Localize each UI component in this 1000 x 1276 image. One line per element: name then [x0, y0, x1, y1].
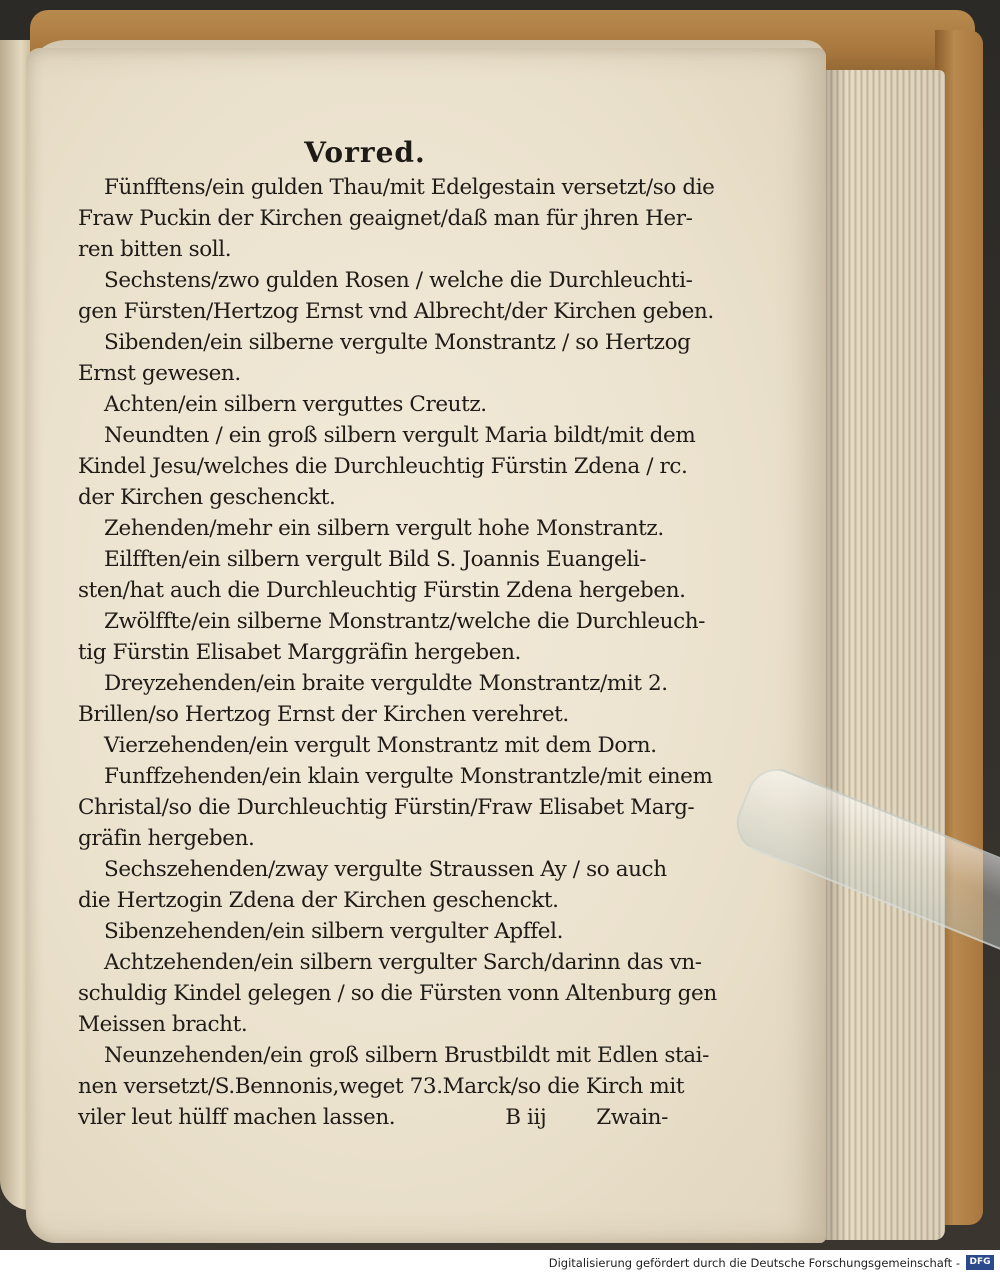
- text-line: tig Fürstin Elisabet Marggräfin hergeben.: [78, 640, 521, 665]
- signature-mark: B iij: [505, 1105, 547, 1130]
- text-line: Funffzehenden/ein klain vergulte Monstrantzle/mit einem: [104, 764, 713, 789]
- text-line: die Hertzogin Zdena der Kirchen geschenckt.: [78, 888, 559, 913]
- text-line-last: [78, 1102, 668, 1133]
- text-line: Christal/so die Durchleuchtig Fürstin/Fraw Elisabet Marg-: [78, 795, 695, 820]
- text-line: Neunzehenden/ein groß silbern Brustbildt mit Edlen stai-: [104, 1043, 710, 1068]
- text-line: Achten/ein silbern verguttes Creutz.: [104, 392, 487, 417]
- running-head: Vorred.: [304, 136, 426, 169]
- last-line-text: viler leut hülff machen lassen.: [78, 1105, 396, 1130]
- text-line: gen Fürsten/Hertzog Ernst vnd Albrecht/der Kirchen geben.: [78, 299, 714, 324]
- text-line: Achtzehenden/ein silbern vergulter Sarch/darinn das vn-: [104, 950, 702, 975]
- text-line: schuldig Kindel gelegen / so die Fürsten vonn Altenburg gen: [78, 981, 717, 1006]
- text-line: Dreyzehenden/ein braite verguldte Monstrantz/mit 2.: [104, 671, 668, 696]
- text-line: Zwölffte/ein silberne Monstrantz/welche die Durchleuch-: [104, 609, 706, 634]
- text-line: der Kirchen geschenckt.: [78, 485, 336, 510]
- footer-bar: [0, 1250, 1000, 1276]
- text-block: [78, 172, 717, 1133]
- text-line: ren bitten soll.: [78, 237, 232, 262]
- text-line: Sechszehenden/zway vergulte Straussen Ay / so auch: [104, 857, 667, 882]
- text-line: Meissen bracht.: [78, 1012, 248, 1037]
- text-line: gräfin hergeben.: [78, 826, 255, 851]
- text-line: sten/hat auch die Durchleuchtig Fürstin Zdena hergeben.: [78, 578, 686, 603]
- text-line: Fraw Puckin der Kirchen geaignet/daß man für jhren Her-: [78, 206, 693, 231]
- footer-credit: Digitalisierung gefördert durch die Deutsche Forschungsgemeinschaft -: [548, 1256, 960, 1270]
- text-line: Sibenden/ein silberne vergulte Monstrantz / so Hertzog: [104, 330, 691, 355]
- text-line: Sibenzehenden/ein silbern vergulter Apffel.: [104, 919, 564, 944]
- text-line: Vierzehenden/ein vergult Monstrantz mit dem Dorn.: [104, 733, 657, 758]
- text-line: Ernst gewesen.: [78, 361, 241, 386]
- dfg-logo: DFG: [966, 1255, 994, 1270]
- text-line: Fünfftens/ein gulden Thau/mit Edelgestain versetzt/so die: [104, 175, 715, 200]
- text-line: nen versetzt/S.Bennonis,weget 73.Marck/so die Kirch mit: [78, 1074, 685, 1099]
- text-line: Eilfften/ein silbern vergult Bild S. Joannis Euangeli-: [104, 547, 647, 572]
- catchword: Zwain-: [596, 1105, 668, 1130]
- text-line: Zehenden/mehr ein silbern vergult hohe Monstrantz.: [104, 516, 664, 541]
- text-line: Neundten / ein groß silbern vergult Maria bildt/mit dem: [104, 423, 696, 448]
- text-line: Sechstens/zwo gulden Rosen / welche die Durchleuchti-: [104, 268, 693, 293]
- text-line: Kindel Jesu/welches die Durchleuchtig Fürstin Zdena / rc.: [78, 454, 688, 479]
- text-line: Brillen/so Hertzog Ernst der Kirchen verehret.: [78, 702, 569, 727]
